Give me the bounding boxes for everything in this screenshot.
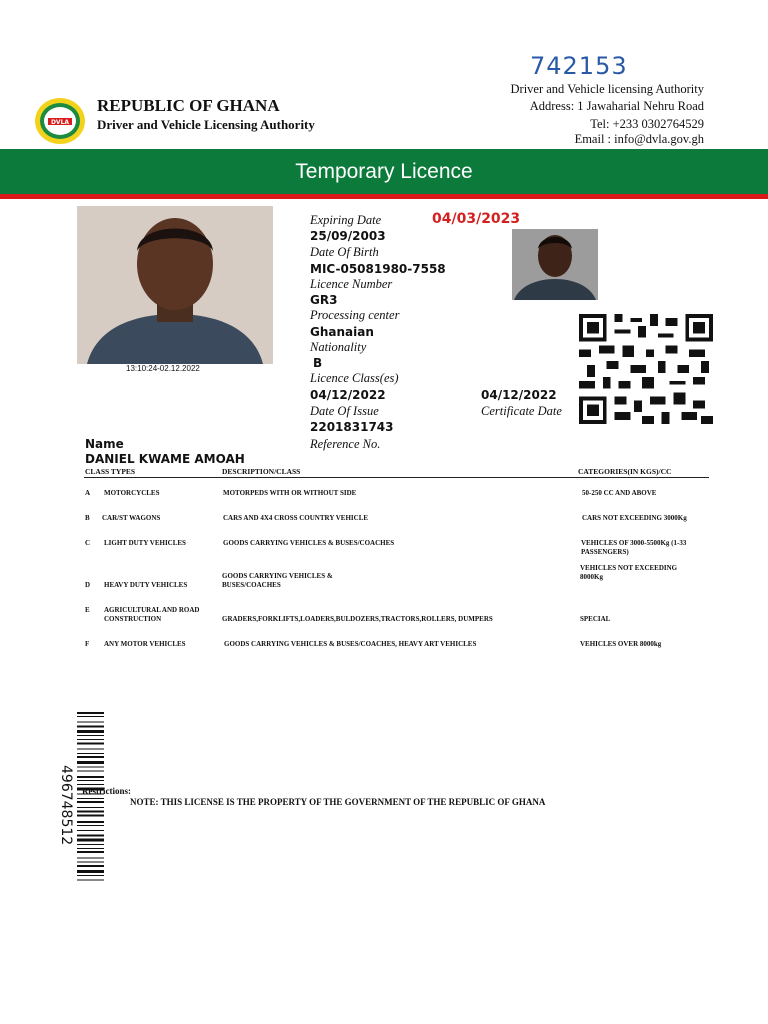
processing-center-label: Processing center bbox=[310, 308, 400, 322]
document-number: 742153 bbox=[530, 52, 628, 80]
address-line-4: Email : info@dvla.gov.gh bbox=[574, 132, 704, 146]
person-silhouette-icon bbox=[77, 206, 273, 364]
table-row-description: GOODS CARRYING VEHICLES & BUSES/COACHES, HEAVY ART VEHICLES bbox=[224, 640, 477, 648]
licence-number-label: Licence Number bbox=[310, 277, 393, 291]
table-row-category: VEHICLES OF 3000-5500Kg (1-33 PASSENGERS) bbox=[581, 539, 687, 556]
table-row-description: GOODS CARRYING VEHICLES & BUSES/COACHES bbox=[222, 572, 333, 589]
licence-title: Temporary Licence bbox=[295, 160, 473, 183]
processing-center-value: GR3 bbox=[310, 293, 338, 307]
table-row-category: VEHICLES NOT EXCEEDING 8000Kg bbox=[580, 564, 678, 581]
certificate-date-value: 04/12/2022 bbox=[481, 388, 557, 402]
licence-class-label: Licence Class(es) bbox=[310, 371, 399, 385]
qr-code-icon bbox=[578, 314, 714, 424]
photo-timestamp: 13:10:24-02.12.2022 bbox=[126, 364, 200, 373]
logo-text: DVLA bbox=[50, 119, 70, 126]
table-row-description: CARS AND 4X4 CROSS COUNTRY VEHICLE bbox=[223, 514, 369, 522]
table-row-code: D bbox=[85, 581, 91, 589]
ownership-note: NOTE: THIS LICENSE IS THE PROPERTY OF THE GOVERNMENT OF THE REPUBLIC OF GHANA bbox=[130, 797, 546, 807]
name-label: Name bbox=[85, 437, 124, 451]
table-row-code: C bbox=[85, 539, 91, 547]
table-row-category: 50-250 CC AND ABOVE bbox=[582, 489, 657, 497]
barcode-number: 496748512 bbox=[58, 765, 74, 846]
holder-photo-small bbox=[512, 229, 598, 300]
name-value: DANIEL KWAME AMOAH bbox=[85, 452, 245, 466]
issue-date-value: 04/12/2022 bbox=[310, 388, 386, 402]
barcode-icon bbox=[77, 712, 104, 884]
licence-number-value: MIC-05081980-7558 bbox=[310, 262, 446, 276]
table-header-description: DESCRIPTION/CLASS bbox=[222, 467, 301, 476]
table-header-rule bbox=[84, 477, 709, 478]
table-row-code: B bbox=[85, 514, 90, 522]
reference-value: 2201831743 bbox=[310, 420, 394, 434]
address-line-1: Driver and Vehicle licensing Authority bbox=[510, 82, 704, 96]
table-header-categories: CATEGORIES(IN KGS)/CC bbox=[578, 467, 672, 476]
table-row-type: AGRICULTURAL AND ROAD CONSTRUCTION bbox=[104, 606, 200, 623]
restrictions-label: Restrictions: bbox=[82, 786, 131, 796]
table-header-class-types: CLASS TYPES bbox=[85, 467, 136, 476]
table-row-type: ANY MOTOR VEHICLES bbox=[104, 640, 186, 648]
header-title: REPUBLIC OF GHANA bbox=[97, 96, 280, 115]
table-row-code: E bbox=[85, 606, 90, 614]
table-row-type: CAR/ST WAGONS bbox=[102, 514, 161, 522]
table-row-code: A bbox=[85, 489, 91, 497]
licence-class-value: B bbox=[313, 356, 323, 370]
nationality-label: Nationality bbox=[310, 340, 367, 354]
table-row-type: LIGHT DUTY VEHICLES bbox=[104, 539, 186, 547]
table-row-type: HEAVY DUTY VEHICLES bbox=[104, 581, 188, 589]
table-row-category: CARS NOT EXCEEDING 3000Kg bbox=[582, 514, 687, 522]
dvla-logo bbox=[34, 97, 86, 145]
address-line-3: Tel: +233 0302764529 bbox=[590, 117, 704, 131]
issue-date-label: Date Of Issue bbox=[310, 404, 379, 418]
expiry-value: 04/03/2023 bbox=[432, 211, 521, 227]
nationality-value: Ghanaian bbox=[310, 325, 374, 339]
table-row-code: F bbox=[85, 640, 90, 648]
dob-value: 25/09/2003 bbox=[310, 229, 386, 243]
person-silhouette-small-icon bbox=[512, 229, 598, 300]
table-row-description: GRADERS,FORKLIFTS,LOADERS,BULDOZERS,TRACTORS,ROLLERS, DUMPERS bbox=[222, 615, 493, 623]
dob-label: Date Of Birth bbox=[310, 245, 379, 259]
reference-label: Reference No. bbox=[310, 437, 381, 451]
table-row-category: SPECIAL bbox=[580, 615, 611, 623]
certificate-date-label: Certificate Date bbox=[481, 404, 562, 418]
table-row-description: GOODS CARRYING VEHICLES & BUSES/COACHES bbox=[223, 539, 395, 547]
holder-photo bbox=[77, 206, 273, 364]
address-line-2: Address: 1 Jawaharial Nehru Road bbox=[529, 99, 704, 113]
table-row-type: MOTORCYCLES bbox=[104, 489, 160, 497]
table-row-description: MOTORPEDS WITH OR WITHOUT SIDE bbox=[223, 489, 357, 497]
expiry-label: Expiring Date bbox=[310, 213, 382, 227]
header-subtitle: Driver and Vehicle Licensing Authority bbox=[97, 117, 315, 132]
title-band-stripe bbox=[0, 194, 768, 199]
table-row-category: VEHICLES OVER 8000kg bbox=[580, 640, 662, 648]
